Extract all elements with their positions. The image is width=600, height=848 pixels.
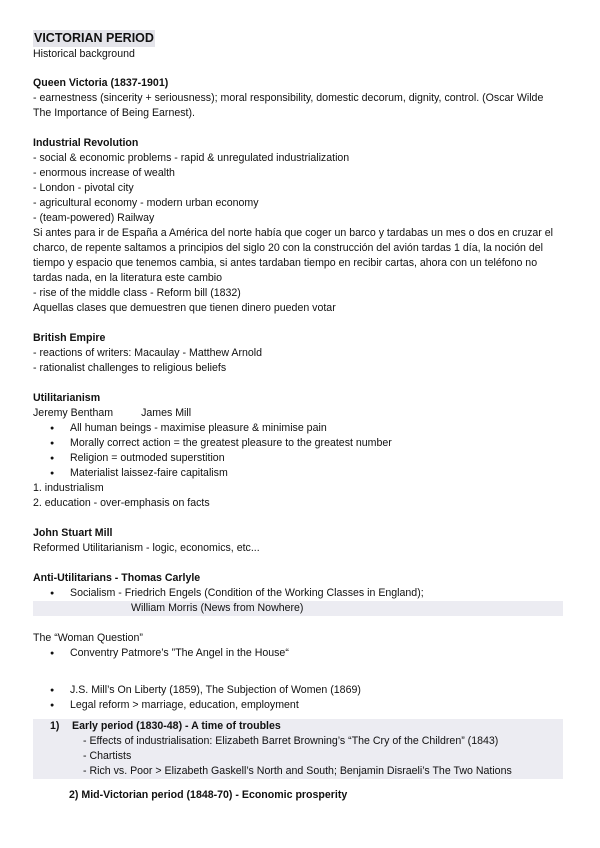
queen-victoria-heading: Queen Victoria (1837-1901) (33, 77, 169, 89)
industrial-line: - enormous increase of wealth (33, 167, 175, 179)
list-item: ● Conventry Patmore’s ”The Angel in the House“ (33, 646, 563, 661)
british-empire-heading: British Empire (33, 332, 106, 344)
woman-question-heading: The “Woman Question” (33, 632, 143, 644)
utilitarian-names (33, 406, 563, 421)
list-item: ● Religion = outmoded superstition (33, 451, 563, 466)
list-item: ● J.S. Mill’s On Liberty (1859), The Subjection of Women (1869) (33, 683, 563, 698)
js-mill-heading: John Stuart Mill (33, 527, 113, 539)
anti-bullets (33, 586, 563, 601)
empire-line: - rationalist challenges to religious beliefs (33, 362, 227, 374)
list-item: - Chartists (33, 749, 563, 764)
list-item: - Rich vs. Poor > Elizabeth Gaskell’s North and South; Benjamin Disraeli’s The Two Nations (33, 764, 563, 779)
early-period-number: 1) (50, 720, 60, 732)
utilitarian-bullets (33, 421, 563, 481)
list-item: ● All human beings - maximise pleasure & minimise pain (33, 421, 563, 436)
mid-victorian-heading: 2) Mid-Victorian period (1848-70) - Economic prosperity (69, 789, 348, 801)
list-item: ● Legal reform > marriage, education, employment (33, 698, 563, 713)
anti-continuation: William Morris (News from Nowhere) (33, 601, 563, 616)
doc-title: VICTORIAN PERIOD (34, 31, 154, 45)
woman-bullets-1 (33, 646, 563, 661)
early-period-heading (33, 719, 563, 734)
industrial-line: - agricultural economy - modern urban economy (33, 197, 259, 209)
industrial-line: - London - pivotal city (33, 182, 134, 194)
anti-utilitarians-heading: Anti-Utilitarians - Thomas Carlyle (33, 572, 201, 584)
doc-subtitle: Historical background (33, 48, 135, 60)
early-period-title: Early period (1830-48) - A time of troubles (72, 720, 281, 732)
spanish-paragraph: Si antes para ir de España a América del norte había que coger un barco y tardabas un mes o dos en cruzar el charco, de repente saltamos a principios del siglo 20 con la construcción del avión tardas 1 día, la noción del tiempo y espacio que tenemos cambia, si antes tardaban tiempo en recibir cartas, ahora con un teléfono no tardas nada, en la literatura este cambio (33, 227, 553, 284)
queen-victoria-text: - earnestness (sincerity + seriousness); moral responsibility, domestic decorum, dignity, control. (Oscar Wilde The Importance of Being Earnest). (33, 92, 544, 119)
industrial-revolution-heading: Industrial Revolution (33, 137, 139, 149)
numbered-item: 2. education - over-emphasis on facts (33, 497, 210, 509)
document-page (33, 30, 563, 803)
list-item: ● Morally correct action = the greatest pleasure to the greatest number (33, 436, 563, 451)
woman-bullets-2 (33, 683, 563, 713)
james-mill-name: James Mill (141, 407, 192, 419)
numbered-item: 1. industrialism (33, 482, 104, 494)
votar-line: Aquellas clases que demuestren que tienen dinero pueden votar (33, 302, 336, 314)
industrial-line: - social & economic problems - rapid & unregulated industrialization (33, 152, 350, 164)
middle-class-line: - rise of the middle class - Reform bill (1832) (33, 287, 241, 299)
utilitarianism-heading: Utilitarianism (33, 392, 101, 404)
js-mill-text: Reformed Utilitarianism - logic, economics, etc... (33, 542, 260, 554)
bentham-name: Jeremy Bentham (33, 407, 114, 419)
industrial-line: - (team-powered) Railway (33, 212, 155, 224)
empire-line: - reactions of writers: Macaulay - Matthew Arnold (33, 347, 263, 359)
list-item: - Effects of industrialisation: Elizabeth Barret Browning’s “The Cry of the Children” (1843) (33, 734, 563, 749)
list-item: ● Materialist laissez-faire capitalism (33, 466, 563, 481)
list-item: ● Socialism - Friedrich Engels (Condition of the Working Classes in England); (33, 586, 563, 601)
